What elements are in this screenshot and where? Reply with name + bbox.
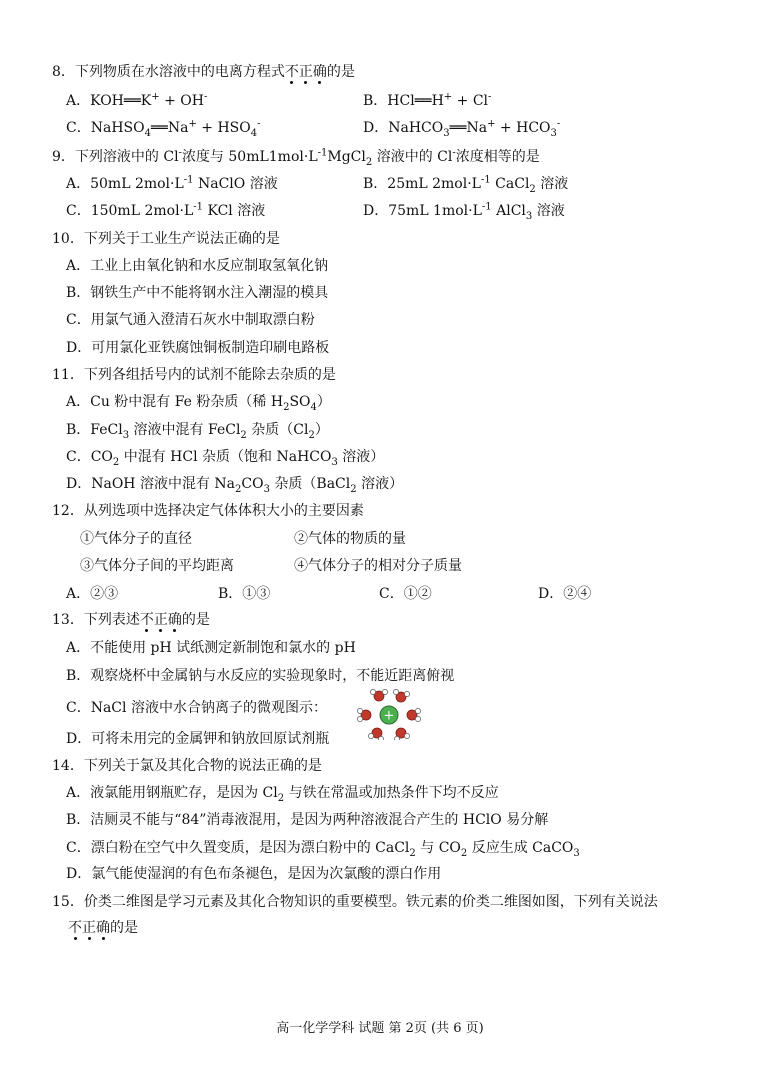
q14-option-a: A．液氯能用钢瓶贮存，是因为 $Cl_2$ 与铁在常温或加热条件下均不反应	[66, 785, 499, 804]
q13-option-a: A．不能使用 pH 试纸测定新制饱和氯水的 pH	[66, 640, 356, 656]
q13-option-b: B．观察烧杯中金属钠与水反应的实验现象时，不能近距离俯视	[66, 668, 455, 684]
q15-emphasis: 不正确	[68, 920, 110, 936]
sodium-ion-charge: +	[383, 708, 395, 724]
q14-option-c: C．漂白粉在空气中久置变质，是因为漂白粉中的 CaCl$_2$ 与 $CO_2$ 反应生成 CaCO$_3$	[66, 840, 580, 859]
q11-option-b: B．FeCl$_3$ 溶液中混有 FeCl$_2$ 杂质$(Cl_2)$	[66, 422, 329, 441]
q13-option-d: D．可将未用完的金属钾和钠放回原试剂瓶	[66, 731, 330, 747]
q11-option-d: D．NaOH 溶液中混有 $Na_2CO_3$ 杂质（BaCl$_2$ 溶液）	[66, 476, 404, 495]
q12-item-2: ②气体的物质的量	[294, 531, 406, 547]
q15-stem: 15．价类二维图是学习元素及其化合物知识的重要模型。铁元素的价类二维图如图，下列有关说法	[52, 894, 658, 910]
q15-stem-continued: 不正确的是	[68, 920, 138, 936]
q10-option-b: B．钢铁生产中不能将钢水注入潮湿的模具	[66, 285, 329, 301]
q11-option-c: C．$CO_2$ 中混有 HCl 杂质（饱和 NaHCO$_3$ 溶液）	[66, 449, 385, 468]
q12-option-d: D．②④	[538, 586, 592, 602]
q14-option-d: D．氯气能使湿润的有色布条褪色，是因为次氯酸的漂白作用	[66, 866, 442, 882]
page-footer: 高一化学学科 试题 第 2页 (共 6 页)	[276, 1021, 484, 1036]
q12-item-3: ③气体分子间的平均距离	[80, 558, 234, 574]
q11-stem: 11．下列各组括号内的试剂不能除去杂质的是	[52, 367, 336, 383]
q8-emphasis: 不正确	[284, 64, 327, 80]
q10-option-c: C．用氯气通入澄清石灰水中制取漂白粉	[66, 312, 315, 328]
q10-option-a: A．工业上由氧化钠和水反应制取氢氧化钠	[66, 258, 329, 274]
q13-emphasis: 不正确	[139, 612, 182, 628]
q9-option-a: A．50mL $2mol\cdot L^{-1}$ NaClO 溶液	[66, 174, 278, 192]
q13-option-c: C．NaCl 溶液中水合钠离子的微观图示：	[66, 700, 327, 716]
q12-stem: 12．从列选项中选择决定气体体积大小的主要因素	[52, 503, 364, 519]
q12-item-4: ④气体分子的相对分子质量	[294, 558, 462, 574]
q8-stem: 8．下列物质在水溶液中的电离方程式不正确的是	[52, 64, 355, 80]
q9-option-b: B．25mL $2mol\cdot L^{-1}$ CaCl$_2$ 溶液	[363, 174, 569, 195]
q14-stem: 14．下列关于氯及其化合物的说法正确的是	[52, 758, 322, 774]
hydrated-sodium-ion-figure	[357, 688, 421, 740]
q9-stem: 9．下列溶液中的 Cl-浓度与 $50mL1mol\cdot L^{-1}MgCl_2$ 溶液中的 Cl-浓度相等的是	[52, 147, 540, 168]
q9-option-d: D．75mL $1mol\cdot L^{-1}$ AlCl$_3$ 溶液	[363, 201, 565, 222]
q12-item-1: ①气体分子的直径	[80, 531, 192, 547]
q13-stem: 13．下列表述不正确的是	[52, 612, 210, 628]
q12-option-c: C．①②	[379, 586, 432, 602]
q8-option-a: A．KOH══K+ + OH-	[66, 91, 208, 109]
q14-option-b: B．洁厕灵不能与“84”消毒液混用，是因为两种溶液混合产生的 HClO 易分解	[66, 812, 549, 828]
q10-stem: 10．下列关于工业生产说法正确的是	[52, 231, 280, 247]
q8-option-d: D．NaHCO$_3$══Na+ + $HCO_3^-$	[363, 118, 561, 139]
q9-option-c: C．150mL $2mol\cdot L^{-1}$ KCl 溶液	[66, 201, 266, 219]
q12-option-b: B．①③	[218, 586, 271, 602]
q12-option-a: A．②③	[66, 586, 119, 602]
q8-option-b: B．HCl══H+ + Cl-	[363, 91, 492, 109]
q10-option-d: D．可用氯化亚铁腐蚀铜板制造印刷电路板	[66, 340, 330, 356]
q8-option-c: C．NaHSO$_4$══Na+ + $HSO_4^-$	[66, 118, 261, 139]
q11-option-a: A．Cu 粉中混有 Fe 粉杂质（稀 $H_2SO_4$）	[66, 394, 331, 413]
